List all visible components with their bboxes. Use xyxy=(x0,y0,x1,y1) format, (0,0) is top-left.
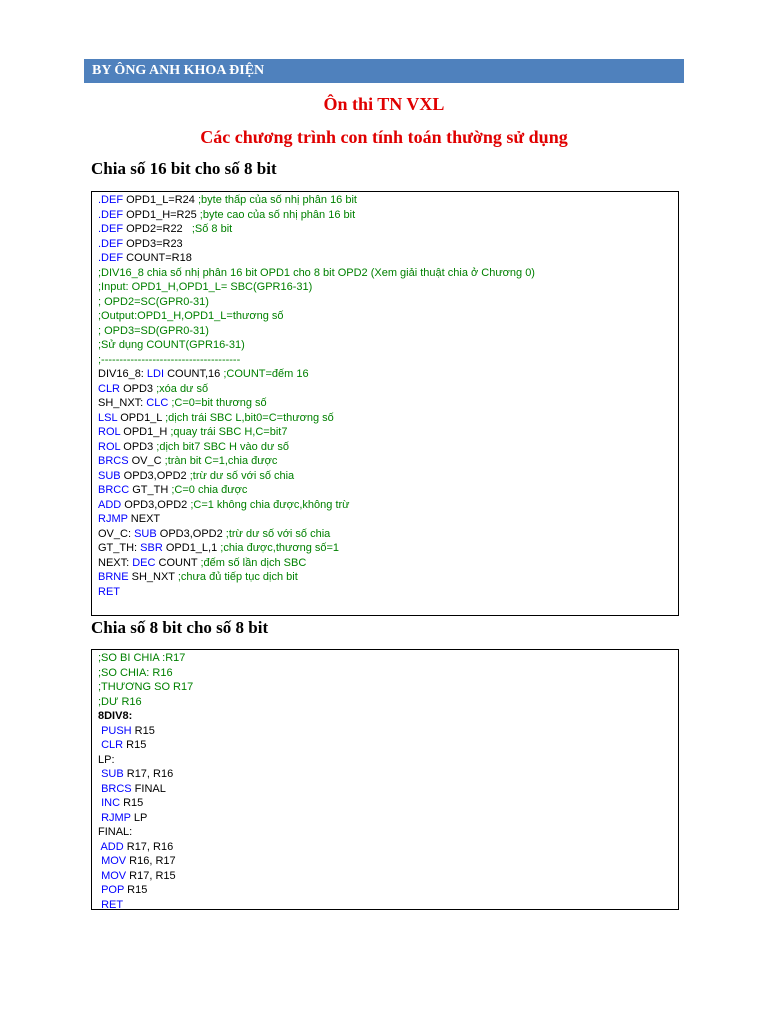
code-comment: ;C=0 chia được xyxy=(171,484,248,496)
document-title: Ôn thi TN VXL xyxy=(323,94,445,114)
code-text: OPD1_H=R25 xyxy=(123,208,200,221)
code-keyword: RET xyxy=(101,898,124,911)
code-text: SH_NXT: xyxy=(98,397,147,409)
code-line xyxy=(98,382,672,397)
code-line xyxy=(98,651,672,666)
code-text: OPD2=R22 xyxy=(123,223,192,235)
code-line xyxy=(98,222,672,237)
code-comment: ;xóa dư số xyxy=(156,382,209,395)
code-comment: ;Output:OPD1_H,OPD1_L=thương số xyxy=(98,310,284,322)
code-text: OPD1_L,1 xyxy=(162,542,221,554)
code-line xyxy=(98,193,672,208)
code-keyword: PUSH xyxy=(101,724,132,737)
code-keyword: SBR xyxy=(140,542,163,554)
code-keyword: CLC xyxy=(146,397,169,409)
code-line xyxy=(98,883,672,898)
code-keyword: .DEF xyxy=(98,208,124,221)
code-comment: ;dịch trái SBC L,bit0=C=thương số xyxy=(165,411,334,424)
code-line xyxy=(98,869,672,884)
code-text: R15 xyxy=(120,797,144,809)
code-comment: ;chưa đủ tiếp tục dịch bit xyxy=(177,571,298,583)
code-text: COUNT=R18 xyxy=(123,252,192,264)
code-keyword: POP xyxy=(101,884,125,896)
code-comment: ;DƯ R16 xyxy=(98,695,142,708)
code-comment: ; OPD3=SD(GPR0-31) xyxy=(98,324,209,337)
code-line xyxy=(98,338,672,353)
code-comment: ; OPD2=SC(GPR0-31) xyxy=(98,295,209,308)
code-line xyxy=(98,782,672,797)
code-text: OV_C xyxy=(128,455,165,467)
code-line xyxy=(98,541,672,556)
code-comment: ;quay trái SBC H,C=bit7 xyxy=(170,426,288,438)
code-keyword: SUB xyxy=(101,768,124,780)
code-keyword: .DEF xyxy=(98,194,124,206)
code-text: OPD1_L=R24 xyxy=(123,194,198,206)
code-text: GT_TH: xyxy=(98,542,141,554)
code-comment: ;trừ dư số với số chia xyxy=(225,527,331,540)
code-comment: ;byte thấp của số nhị phân 16 bit xyxy=(197,194,357,206)
code-line xyxy=(98,796,672,811)
code-text: R17, R16 xyxy=(123,768,174,780)
code-keyword: RET xyxy=(98,585,120,598)
code-line xyxy=(98,753,672,768)
code-comment: ;C=0=bit thương số xyxy=(171,397,267,409)
code-keyword: SUB xyxy=(98,469,121,482)
code-line xyxy=(98,208,672,223)
section-heading-div8-8: Chia số 8 bit cho số 8 bit xyxy=(91,618,269,637)
code-line xyxy=(98,898,672,913)
code-comment: ;trừ dư số với số chia xyxy=(189,469,295,482)
code-line xyxy=(98,854,672,869)
code-comment: ;-------------------------------------- xyxy=(98,353,241,366)
code-text: OPD3,OPD2 xyxy=(156,527,226,540)
code-text: R17, R16 xyxy=(123,840,174,853)
code-line xyxy=(98,295,672,310)
code-line xyxy=(98,251,672,266)
code-line xyxy=(98,825,672,840)
code-line xyxy=(98,237,672,252)
code-line xyxy=(98,367,672,382)
code-line xyxy=(98,570,672,585)
code-text: GT_TH xyxy=(129,484,172,496)
code-keyword: RJMP xyxy=(101,811,131,824)
code-comment: ;đếm số lần dịch SBC xyxy=(200,556,307,569)
code-keyword: .DEF xyxy=(98,237,124,250)
code-keyword: MOV xyxy=(101,855,127,867)
code-line xyxy=(98,353,672,368)
code-keyword: ROL xyxy=(98,426,121,438)
code-text: OPD1_L xyxy=(117,411,166,424)
code-line xyxy=(98,483,672,498)
code-comment: ;C=1 không chia được,không trừ xyxy=(190,498,350,511)
code-keyword: SUB xyxy=(134,527,157,540)
code-line xyxy=(98,709,672,724)
code-line xyxy=(98,469,672,484)
code-label: 8DIV8: xyxy=(98,710,133,722)
code-keyword: LSL xyxy=(98,411,118,424)
code-text: R15 xyxy=(123,739,147,751)
code-comment: ;Input: OPD1_H,OPD1_L= SBC(GPR16-31) xyxy=(98,281,313,293)
code-text: FINAL: xyxy=(98,826,133,838)
code-line xyxy=(98,724,672,739)
code-text: COUNT xyxy=(155,556,201,569)
code-line xyxy=(98,280,672,295)
code-line xyxy=(98,512,672,527)
code-keyword: LDI xyxy=(146,368,165,380)
code-keyword: BRCS xyxy=(98,455,129,467)
code-comment: ;Số 8 bit xyxy=(191,223,233,235)
code-line xyxy=(98,454,672,469)
code-text: R15 xyxy=(124,884,148,896)
code-comment: ;tràn bit C=1,chia được xyxy=(164,455,278,467)
code-text: R15 xyxy=(131,724,155,737)
code-line xyxy=(98,440,672,455)
code-keyword: CLR xyxy=(98,382,121,395)
code-keyword: CLR xyxy=(101,739,124,751)
code-line xyxy=(98,324,672,339)
code-line xyxy=(98,498,672,513)
code-keyword: BRCS xyxy=(101,782,132,795)
code-line xyxy=(98,680,672,695)
code-line xyxy=(98,840,672,855)
code-keyword: DEC xyxy=(132,556,156,569)
code-text: OPD1_H xyxy=(120,426,171,438)
code-comment: ;DIV16_8 chia số nhị phân 16 bit OPD1 cho 8 bit OPD2 (Xem giải thuật chia ở Chương 0) xyxy=(98,266,535,279)
code-block-div16-8 xyxy=(91,191,679,616)
code-text: SH_NXT xyxy=(128,571,178,583)
code-text: LP xyxy=(130,811,148,824)
code-keyword: RJMP xyxy=(98,513,128,525)
code-text: FINAL xyxy=(131,782,166,795)
code-text: OV_C: xyxy=(98,527,135,540)
code-keyword: .DEF xyxy=(98,252,124,264)
code-keyword: ADD xyxy=(100,840,124,853)
code-text: OPD3 xyxy=(120,440,157,453)
code-line xyxy=(98,585,672,600)
code-line xyxy=(98,309,672,324)
code-keyword: BRCC xyxy=(98,484,130,496)
code-line xyxy=(98,811,672,826)
code-comment: ;Sử dụng COUNT(GPR16-31) xyxy=(98,339,245,351)
code-text: OPD3,OPD2 xyxy=(121,498,191,511)
code-keyword: BRNE xyxy=(98,571,129,583)
code-line xyxy=(98,527,672,542)
code-line xyxy=(98,738,672,753)
code-block-div8-8 xyxy=(91,649,679,910)
code-line xyxy=(98,666,672,681)
code-text: DIV16_8: xyxy=(98,368,147,380)
code-line xyxy=(98,695,672,710)
section-heading-div16-8: Chia số 16 bit cho số 8 bit xyxy=(91,159,277,178)
code-keyword: INC xyxy=(101,797,121,809)
code-comment: ;SO BI CHIA :R17 xyxy=(98,652,186,664)
code-text: COUNT,16 xyxy=(164,368,224,380)
code-comment: ;chia được,thương số=1 xyxy=(220,542,340,554)
code-comment: ;COUNT=đếm 16 xyxy=(223,368,309,380)
code-comment: ;THƯƠNG SO R17 xyxy=(98,681,194,693)
code-text: LP: xyxy=(98,753,115,766)
code-line xyxy=(98,556,672,571)
code-keyword: .DEF xyxy=(98,223,124,235)
code-line xyxy=(98,767,672,782)
code-text: NEXT: xyxy=(98,556,133,569)
code-keyword: MOV xyxy=(101,869,127,882)
code-line xyxy=(98,396,672,411)
code-text: OPD3=R23 xyxy=(123,237,183,250)
code-text: OPD3 xyxy=(120,382,157,395)
code-text: R17, R15 xyxy=(126,869,176,882)
code-comment: ;byte cao của số nhị phân 16 bit xyxy=(199,208,356,221)
code-keyword: ROL xyxy=(98,440,121,453)
code-comment: ;dịch bit7 SBC H vào dư số xyxy=(156,440,290,453)
author-banner: BY ÔNG ANH KHOA ĐIỆN xyxy=(84,59,684,83)
code-comment: ;SO CHIA: R16 xyxy=(98,666,173,679)
code-text: NEXT xyxy=(127,513,161,525)
document-subtitle: Các chương trình con tính toán thường sử dụng xyxy=(200,127,568,147)
code-keyword: ADD xyxy=(98,498,122,511)
code-text: R16, R17 xyxy=(126,855,176,867)
code-line xyxy=(98,266,672,281)
code-text: OPD3,OPD2 xyxy=(120,469,190,482)
code-line xyxy=(98,411,672,426)
code-line xyxy=(98,425,672,440)
